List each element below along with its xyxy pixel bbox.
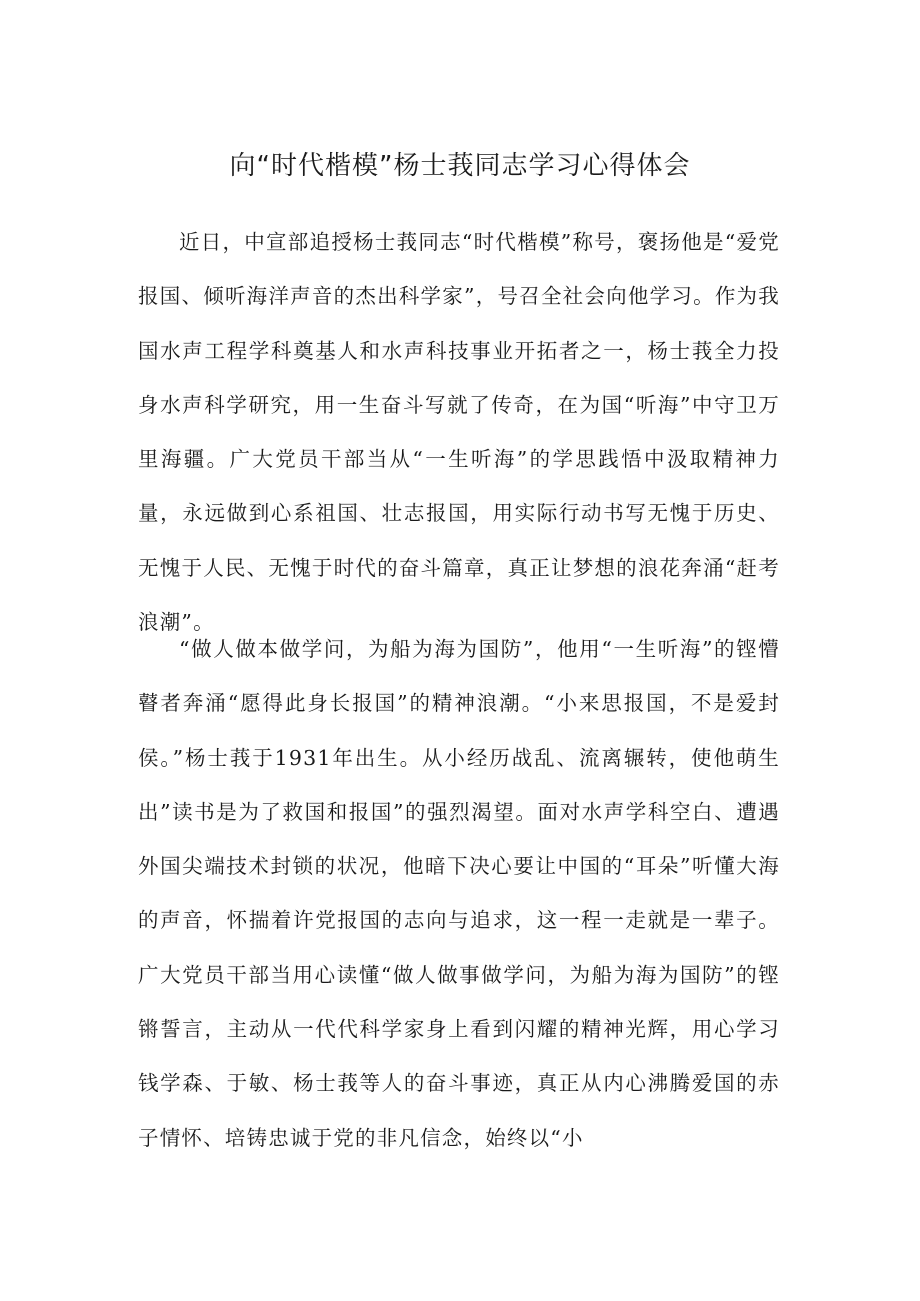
paragraph-1: 近日，中宣部追授杨士莪同志“时代楷模”称号，褒扬他是“爱党报国、倾听海洋声音的杰出科学家”，号召全社会向他学习。作为我国水声工程学科奠基人和水声科技事业开拓者之一，杨士莪全力投身水声科学研究，用一生奋斗写就了传奇，在为国“听海”中守卫万里海疆。广大党员干部当从“一生听海”的学思践悟中汲取精神力量，永远做到心系祖国、壮志报国，用实际行动书写无愧于历史、无愧于人民、无愧于时代的奋斗篇章，真正让梦想的浪花奔涌“赶考浪潮”。 [138, 230, 780, 635]
paragraph-2: “做人做本做学问，为船为海为国防”，他用“一生听海”的铿懵瞽者奔涌“愿得此身长报国”的精神浪潮。“小来思报国，不是爱封侯。”杨士莪于1931年出生。从小经历战乱、流离辗转，使他萌生出”读书是为了救国和报国”的强烈渴望。面对水声学科空白、遭遇外国尖端技术封锁的状况，他暗下决心要让中国的“耳朵”听懂大海的声音，怀揣着许党报国的志向与追求，这一程一走就是一辈子。广大党员干部当用心读懂“做人做事做学问，为船为海为国防”的铿锵誓言，主动从一代代科学家身上看到闪耀的精神光辉，用心学习钱学森、于敏、杨士莪等人的奋斗事迹，真正从内心沸腾爱国的赤子情怀、培铸忠诚于党的非凡信念，始终以“小 [138, 637, 780, 1150]
document-title: 向“时代楷模”杨士莪同志学习心得体会 [229, 151, 691, 181]
